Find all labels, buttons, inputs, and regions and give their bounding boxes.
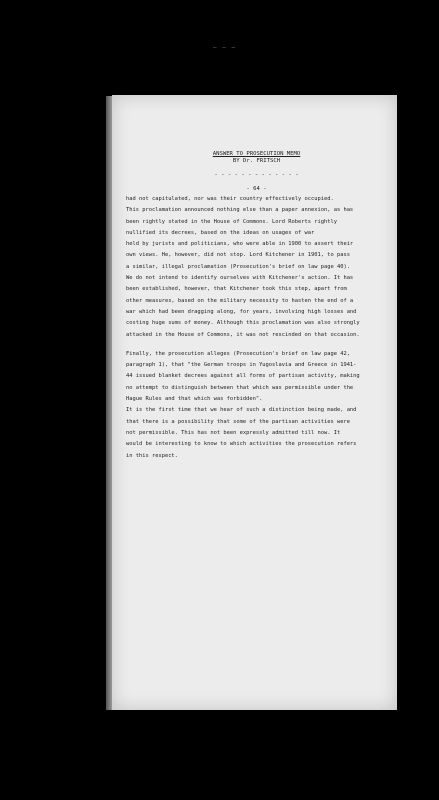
text-line: no attempt to distinguish between that which was permissible under the [126, 384, 354, 391]
document-header [126, 151, 387, 165]
text-line: had not capitulated, nor was their country effectively occupied. [126, 196, 334, 202]
text-line: paragraph 1), that "the German troops in Yugoslavia and Greece in 1941- [126, 362, 357, 369]
body-text [126, 194, 387, 462]
page-number: - 64 - [246, 186, 267, 192]
text-line: been established, however, that Kitchener took this step, apart from [126, 286, 347, 293]
paragraph-gap [126, 341, 387, 349]
text-line: been rightly stated in the House of Commons. Lord Roberts rightly [126, 218, 337, 225]
text-line: other measures, based on the military necessity to hasten the end of a [126, 297, 354, 304]
text-line: Finally, the prosecution alleges (Prosecution's brief on law page 42, [126, 350, 350, 357]
text-line: war which had been dragging along, for years, involving high losses and [126, 308, 357, 315]
text-line: attacked in the House of Commons, it was not rescinded on that occasion. [126, 331, 360, 338]
text-line: nullified its decrees, based on the ideas on usages of war [126, 229, 315, 236]
header-dashes: - - - - - - - - - - - - - [214, 172, 299, 178]
text-line: This proclamation announced nothing else than a paper annexion, as has [126, 207, 354, 214]
text-line: in this respect. [126, 452, 178, 459]
text-line: own views. He, however, did not stop. Lord Kitchener in 1901, to pass [126, 252, 350, 259]
page-content [126, 95, 387, 710]
paragraph [126, 349, 387, 462]
document-author: BY Dr. FRITSCH [232, 158, 281, 164]
text-line: that there is a possibility that some of the partisan activities were [126, 418, 350, 425]
document-title: ANSWER TO PROSECUTION MEMO [212, 151, 301, 157]
text-line: a similar, illegal proclamation (Prosecution's brief on law page 40). [126, 263, 350, 270]
text-line: costing huge sums of money. Although this proclamation was also strongly [126, 320, 360, 327]
paragraph [126, 194, 387, 341]
text-line: not permissible. This has not been expressly admitted till now. It [126, 429, 341, 436]
text-line: 44 issued blanket decrees against all forms of partisan activity, making [126, 373, 360, 380]
text-line: Hague Rules and that which was forbidden". [126, 396, 263, 403]
text-line: held by jurists and politicians, who were able in 1900 to assert their [126, 241, 354, 248]
text-line: It is the first time that we hear of such a distinction being made, and [126, 407, 357, 414]
text-line: would be interesting to know to which activities the prosecution refers [126, 441, 357, 448]
text-line: We do not intend to identify ourselves with Kitchener's action. It has [126, 275, 354, 282]
document-page [112, 95, 397, 710]
film-frame-mark: — — — [213, 44, 237, 51]
